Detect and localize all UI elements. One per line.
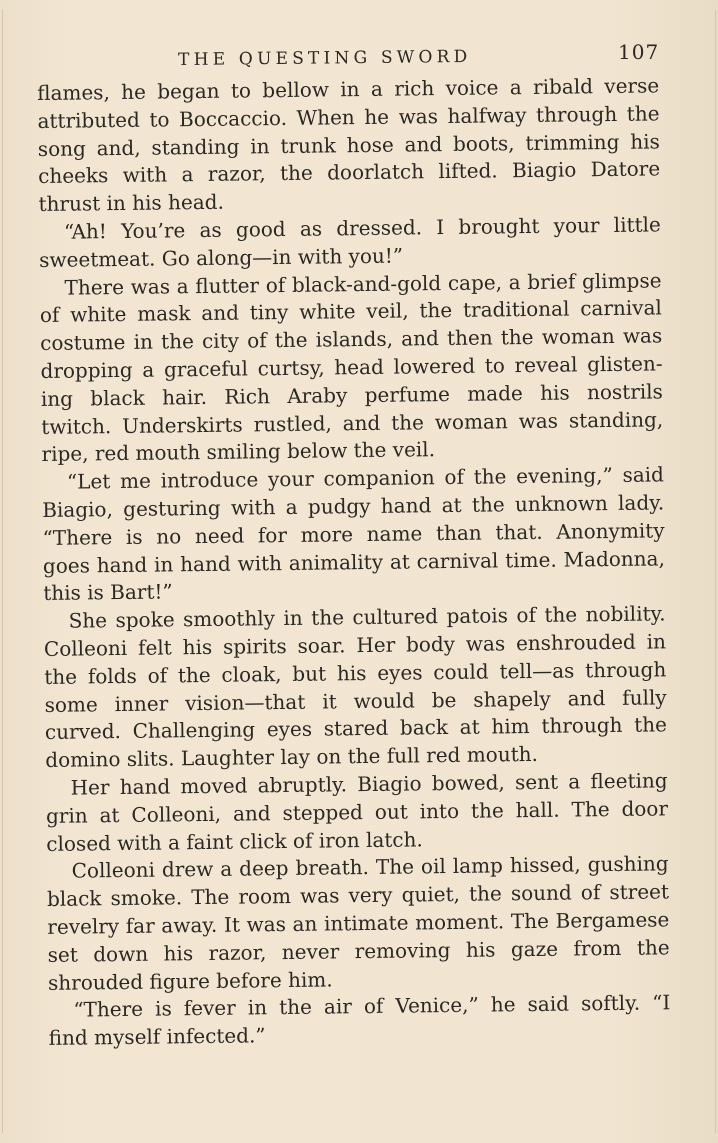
text-line: Her hand moved abruptly. Biagio bowed, sent a fleeting	[70, 768, 668, 800]
text-line: some inner vision—that it would be shapely and fully	[44, 684, 667, 717]
text-line: goes hand in hand with animality at carnival time. Madonna,	[42, 545, 666, 578]
text-line: costume in the city of the islands, and then the woman was	[40, 323, 663, 356]
text-line: She spoke smoothly in the cultured patois of the nobility.	[68, 601, 666, 633]
body-text	[37, 72, 671, 1052]
text-line: “There is no need for more name than that. Anonymity	[42, 518, 665, 550]
text-line: flames, he began to bellow in a rich voice a ribald verse	[37, 73, 660, 105]
text-line: Colleoni felt his spirits soar. Her body was enshrouded in	[43, 629, 667, 661]
text-line: “Let me introduce your companion of the evening,” said	[66, 462, 665, 494]
page-edge-left	[2, 10, 3, 1133]
text-line: grin at Colleoni, and stepped out into the hall. The door	[45, 796, 669, 828]
text-line: ing black hair. Rich Araby perfume made his nostrils	[40, 379, 663, 411]
text-line: cheeks with a razor, the doorlatch lifted. Biagio Datore	[38, 156, 661, 189]
text-line: closed with a faint click of iron latch.	[46, 826, 423, 856]
text-line: “There is fever in the air of Venice,” he said softly. “I	[73, 990, 671, 1022]
text-line: Biagio, gesturing with a pudgy hand at the unknown lady.	[42, 490, 665, 522]
text-line: “Ah! You’re as good as dressed. I brought your little	[63, 212, 661, 244]
running-head: THE QUESTING SWORD	[178, 46, 472, 70]
text-line: song and, standing in trunk hose and boots, trimming his	[37, 128, 660, 161]
text-line: set down his razor, never removing his gaze from the	[47, 935, 670, 967]
page-edge-right	[715, 10, 716, 1133]
text-line: revelry far away. It was an intimate moment. The Bergamese	[47, 907, 670, 939]
text-line: thrust in his head.	[38, 189, 225, 217]
page-header	[0, 0, 718, 80]
text-line: domino slits. Laughter lay on the full red mouth.	[45, 742, 539, 773]
text-line: twitch. Underskirts rustled, and the woman was standing,	[41, 406, 664, 439]
text-line: ripe, red mouth smiling below the veil.	[41, 437, 436, 467]
text-line: black smoke. The room was very quiet, the sound of street	[46, 879, 670, 912]
text-line: the folds of the cloak, but his eyes could tell—as through	[44, 657, 667, 689]
text-line: sweetmeat. Go along—in with you!”	[39, 243, 404, 272]
text-line: dropping a graceful curtsy, head lowered to reveal glisten-	[40, 351, 663, 383]
text-line: attributed to Boccaccio. When he was halfway through the	[37, 101, 660, 133]
text-line: shrouded figure before him.	[47, 966, 333, 995]
text-line: find myself infected.”	[48, 1023, 266, 1051]
page-number: 107	[618, 40, 660, 64]
text-line: curved. Challenging eyes stared back at him through the	[44, 712, 668, 745]
text-line: this is Bart!”	[43, 579, 173, 606]
text-line: of white mask and tiny white veil, the traditional carnival	[39, 295, 662, 328]
text-line: Colleoni drew a deep breath. The oil lamp hissed, gushing	[71, 851, 669, 883]
text-line: There was a flutter of black-and-gold cape, a brief glimpse	[64, 267, 662, 300]
